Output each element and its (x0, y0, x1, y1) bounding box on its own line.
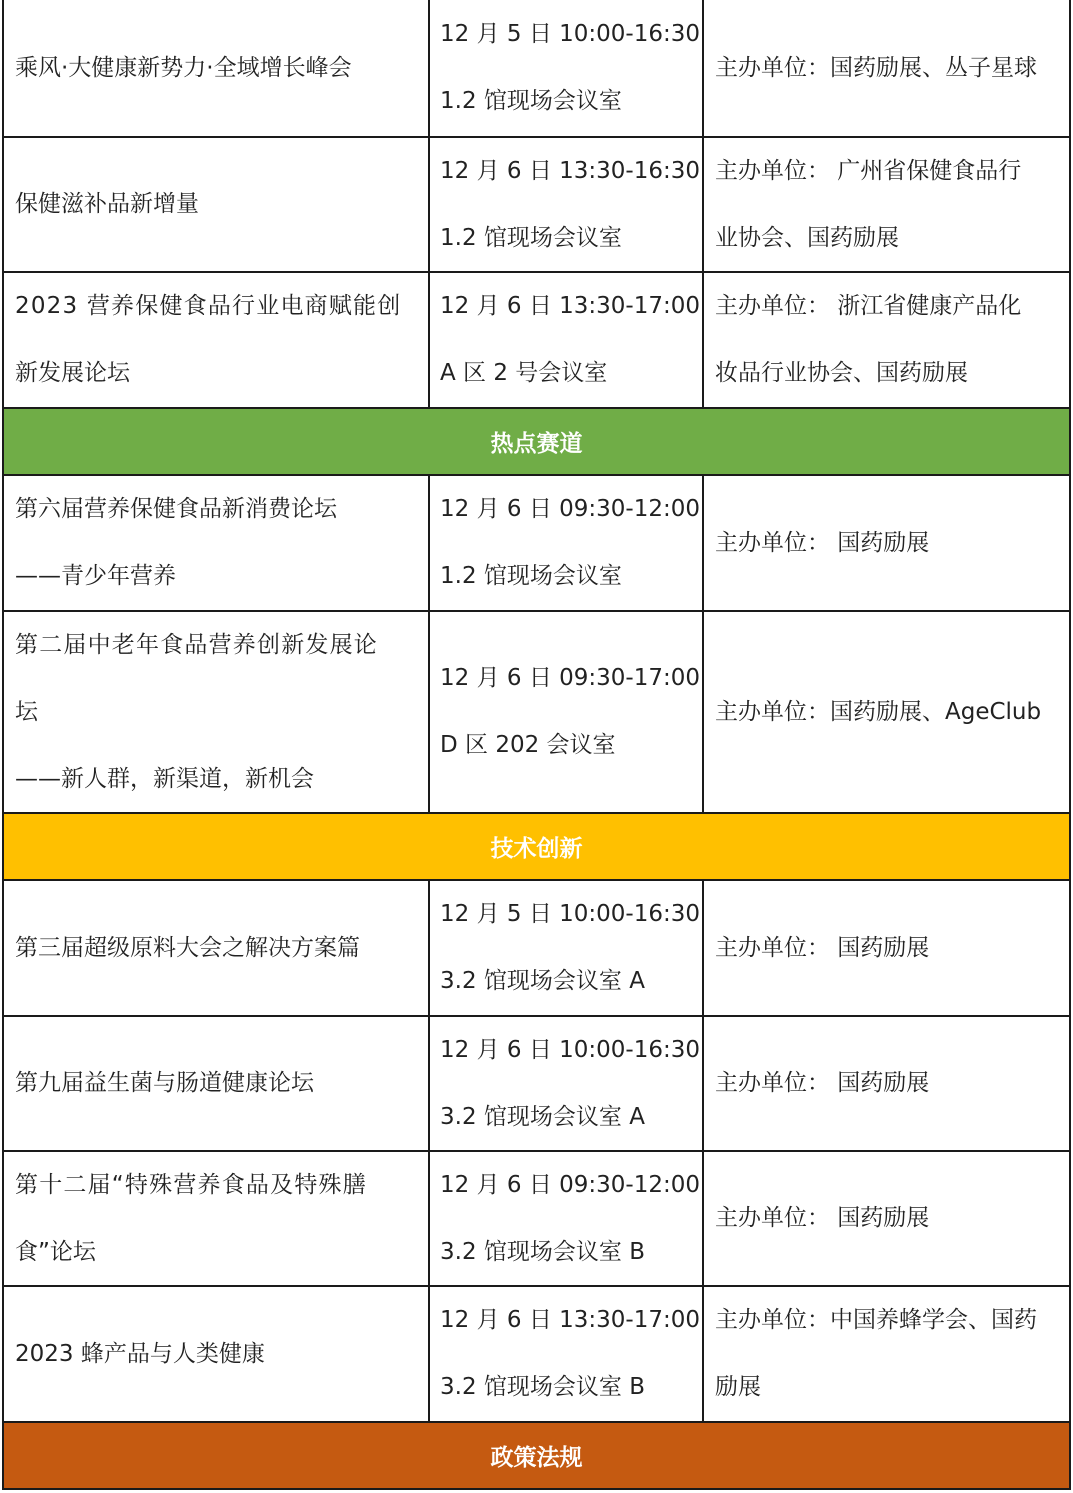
table-row (2, 476, 1071, 612)
organizer-line: 妆品行业协会、国药励展 (715, 360, 968, 386)
organizer-cell (704, 612, 1069, 812)
forum-time: 12 月 6 日 09:30-12:00 (440, 1171, 701, 1198)
forum-name-line: 第六届营养保健食品新消费论坛 (15, 496, 337, 522)
forum-name-line: 第十二届“特殊营养食品及特殊膳 (15, 1171, 367, 1198)
forum-name-line: 2023 蜂产品与人类健康 (15, 1340, 265, 1367)
forum-name-line: 第三届超级原料大会之解决方案篇 (15, 934, 360, 961)
organizer-cell (704, 138, 1069, 271)
forum-time: 12 月 5 日 10:00-16:30 (440, 21, 701, 47)
time-venue-cell (430, 0, 704, 136)
organizer-line: 励展 (715, 1374, 761, 1400)
table-row (2, 1287, 1071, 1423)
forum-venue: 3.2 馆现场会议室 B (440, 1238, 645, 1265)
forum-name-cell (4, 476, 430, 610)
time-venue-cell (430, 612, 704, 812)
table-row (2, 138, 1071, 273)
forum-venue: 3.2 馆现场会议室 A (440, 1103, 645, 1130)
forum-name-line: 乘风·大健康新势力·全域增长峰会 (15, 54, 352, 81)
section-title: 热点赛道 (490, 431, 583, 457)
forum-time: 12 月 6 日 13:30-17:00 (440, 1307, 701, 1333)
time-venue-cell (430, 476, 704, 610)
forum-name-cell (4, 881, 430, 1015)
organizer-line: 主办单位：国药励展、丛子星球 (715, 54, 1037, 81)
forum-name-cell (4, 1017, 430, 1150)
forum-venue: 3.2 馆现场会议室 B (440, 1374, 645, 1400)
forum-name-line: 2023 营养保健食品行业电商赋能创 (15, 293, 402, 319)
organizer-cell (704, 273, 1069, 407)
table-row (2, 273, 1071, 409)
organizer-line: 业协会、国药励展 (715, 224, 899, 251)
forum-name-line: 第二届中老年食品营养创新发展论 (15, 631, 378, 658)
forum-name-cell (4, 1287, 430, 1421)
table-row (2, 1017, 1071, 1152)
organizer-cell (704, 1287, 1069, 1421)
forum-name-cell (4, 0, 430, 136)
forum-subtitle: ——新人群，新渠道，新机会 (15, 765, 314, 792)
forum-name-line: 食”论坛 (15, 1238, 96, 1265)
organizer-line: 主办单位： 国药励展 (715, 934, 930, 961)
time-venue-cell (430, 1287, 704, 1421)
forum-name-cell (4, 1152, 430, 1285)
forum-subtitle: ——青少年营养 (15, 563, 176, 589)
forum-time: 12 月 6 日 09:30-17:00 (440, 665, 701, 691)
organizer-line: 主办单位： 国药励展 (715, 1070, 930, 1096)
time-venue-cell (430, 1017, 704, 1150)
organizer-cell (704, 1017, 1069, 1150)
forum-venue: D 区 202 会议室 (440, 732, 616, 758)
organizer-line: 主办单位： 浙江省健康产品化 (715, 293, 1022, 319)
forum-time: 12 月 6 日 13:30-17:00 (440, 293, 701, 319)
section-title: 技术创新 (490, 836, 583, 862)
table-row (2, 881, 1071, 1017)
forum-venue: A 区 2 号会议室 (440, 360, 608, 386)
forum-venue: 1.2 馆现场会议室 (440, 224, 622, 251)
section-header-policy-regulation (2, 1423, 1071, 1490)
table-row (2, 0, 1071, 138)
forum-venue: 1.2 馆现场会议室 (440, 88, 622, 114)
forum-name-line: 新发展论坛 (15, 360, 130, 386)
organizer-line: 主办单位： 国药励展 (715, 1205, 930, 1231)
time-venue-cell (430, 138, 704, 271)
section-header-tech-innovation (2, 814, 1071, 881)
forum-venue: 3.2 馆现场会议室 A (440, 968, 645, 994)
section-title: 政策法规 (490, 1445, 583, 1471)
organizer-line: 主办单位： 国药励展 (715, 529, 930, 556)
time-venue-cell (430, 1152, 704, 1285)
forum-name-line: 保健滋补品新增量 (15, 191, 199, 217)
forum-name-cell (4, 138, 430, 271)
time-venue-cell (430, 881, 704, 1015)
forum-time: 12 月 6 日 10:00-16:30 (440, 1036, 701, 1063)
organizer-line: 主办单位：中国养蜂学会、国药 (715, 1307, 1037, 1333)
organizer-cell (704, 1152, 1069, 1285)
table-row (2, 1152, 1071, 1287)
forum-venue: 1.2 馆现场会议室 (440, 563, 622, 589)
forum-time: 12 月 6 日 09:30-12:00 (440, 496, 701, 522)
section-header-hot-track (2, 409, 1071, 476)
forum-time: 12 月 6 日 13:30-16:30 (440, 157, 701, 184)
organizer-line: 主办单位： 广州省保健食品行 (715, 157, 1022, 184)
forum-name-line: 坛 (15, 698, 38, 725)
forum-name-cell (4, 273, 430, 407)
forum-time: 12 月 5 日 10:00-16:30 (440, 901, 701, 927)
organizer-cell (704, 881, 1069, 1015)
forum-name-cell (4, 612, 430, 812)
time-venue-cell (430, 273, 704, 407)
table-row (2, 612, 1071, 814)
organizer-cell (704, 0, 1069, 136)
organizer-line: 主办单位：国药励展、AgeClub (715, 698, 1042, 725)
forum-name-line: 第九届益生菌与肠道健康论坛 (15, 1070, 314, 1096)
organizer-cell (704, 476, 1069, 610)
